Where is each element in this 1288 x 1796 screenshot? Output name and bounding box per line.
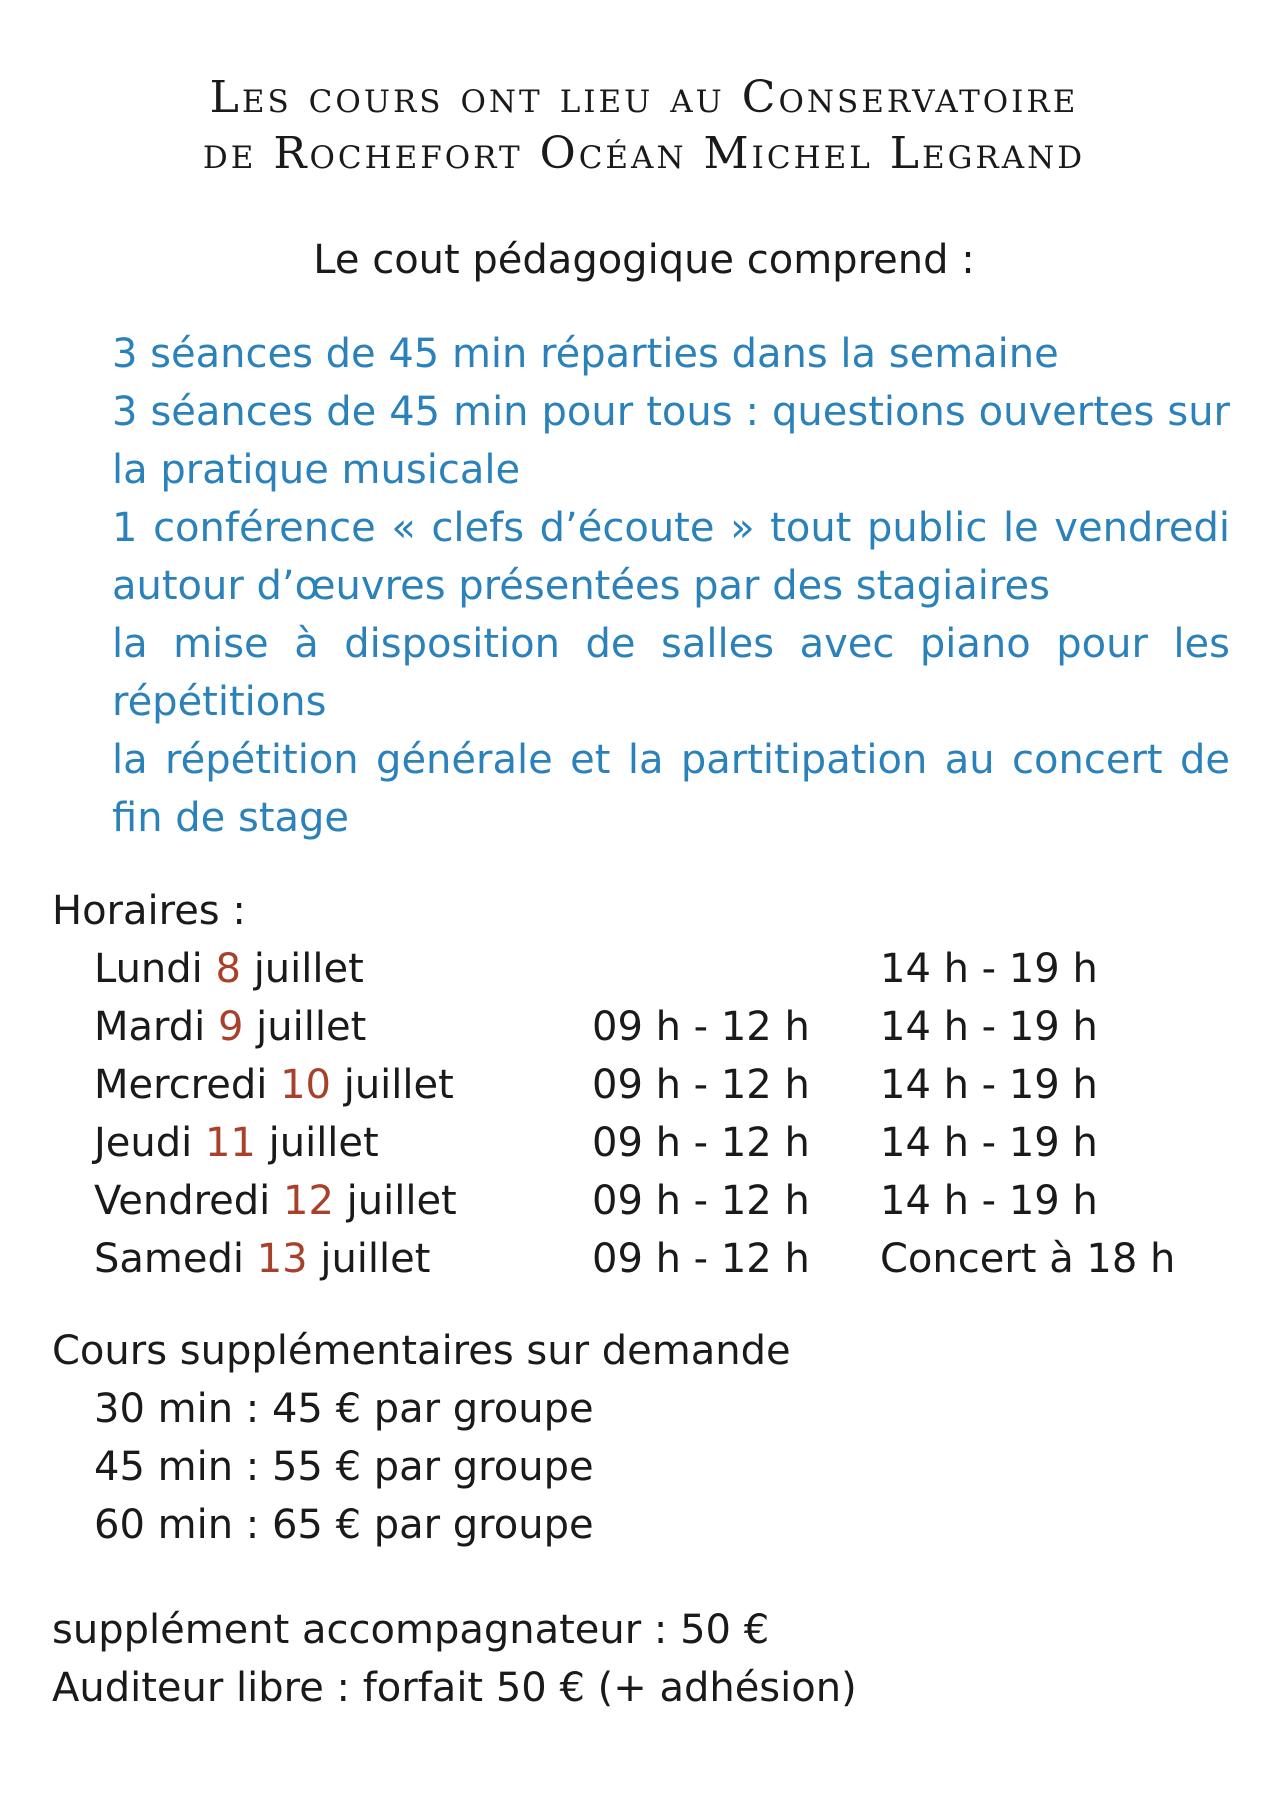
schedule-label: Horaires : bbox=[52, 888, 246, 934]
day-month: juillet bbox=[256, 1004, 367, 1050]
day-name: Samedi bbox=[94, 1236, 244, 1282]
extra-lessons-label: Cours supplémentaires sur demande bbox=[52, 1328, 791, 1374]
afternoon-hours: 14 h - 19 h bbox=[880, 946, 1098, 992]
venue-heading-line-1: Les cours ont lieu au Conservatoire bbox=[209, 72, 1079, 123]
included-item: 3 séances de 45 min pour tous : questions ouvertes sur la pratique musicale bbox=[112, 389, 1230, 493]
included-items-list bbox=[112, 325, 1230, 847]
schedule-section bbox=[52, 882, 1232, 1288]
schedule-day bbox=[94, 1172, 457, 1230]
day-name: Mardi bbox=[94, 1004, 206, 1050]
extra-lesson-price: 45 min : 55 € par groupe bbox=[94, 1444, 594, 1490]
afternoon-hours: 14 h - 19 h bbox=[880, 1062, 1098, 1108]
schedule-row bbox=[52, 1114, 1232, 1172]
day-date: 8 bbox=[215, 946, 241, 992]
afternoon-hours: Concert à 18 h bbox=[880, 1236, 1176, 1282]
morning-hours: 09 h - 12 h bbox=[592, 1062, 810, 1108]
day-month: juillet bbox=[346, 1178, 457, 1224]
morning-hours: 09 h - 12 h bbox=[592, 1004, 810, 1050]
schedule-row bbox=[52, 940, 1232, 998]
schedule-day bbox=[94, 1230, 430, 1288]
schedule-row bbox=[52, 1056, 1232, 1114]
day-month: juillet bbox=[343, 1062, 454, 1108]
morning-hours: 09 h - 12 h bbox=[592, 1178, 810, 1224]
morning-hours: 09 h - 12 h bbox=[592, 1236, 810, 1282]
day-date: 10 bbox=[280, 1062, 331, 1108]
schedule-day bbox=[94, 998, 366, 1056]
schedule-row bbox=[52, 998, 1232, 1056]
day-date: 12 bbox=[283, 1178, 334, 1224]
afternoon-hours: 14 h - 19 h bbox=[880, 1120, 1098, 1166]
included-item: la mise à disposition de salles avec piano pour les répétitions bbox=[112, 621, 1230, 725]
day-date: 9 bbox=[218, 1004, 244, 1050]
venue-heading-line-2: de Rochefort Océan Michel Legrand bbox=[202, 128, 1086, 179]
included-item: 3 séances de 45 min réparties dans la semaine bbox=[112, 331, 1059, 377]
extra-lessons-section bbox=[52, 1322, 791, 1554]
venue-heading bbox=[0, 70, 1288, 182]
included-item: 1 conférence « clefs d’écoute » tout public le vendredi autour d’œuvres présentées par des stagiaires bbox=[112, 505, 1230, 609]
extra-lesson-price: 60 min : 65 € par groupe bbox=[94, 1502, 594, 1548]
schedule-row bbox=[52, 1172, 1232, 1230]
morning-hours: 09 h - 12 h bbox=[592, 1120, 810, 1166]
day-name: Mercredi bbox=[94, 1062, 268, 1108]
day-date: 11 bbox=[204, 1120, 256, 1166]
day-month: juillet bbox=[253, 946, 364, 992]
schedule-day bbox=[94, 1114, 379, 1172]
day-date: 13 bbox=[256, 1236, 308, 1282]
accompanist-fee: supplément accompagnateur : 50 € bbox=[52, 1607, 770, 1653]
schedule-day bbox=[94, 940, 364, 998]
extra-lesson-price: 30 min : 45 € par groupe bbox=[94, 1386, 594, 1432]
day-name: Vendredi bbox=[94, 1178, 271, 1224]
fees-footer bbox=[52, 1601, 857, 1717]
schedule-row bbox=[52, 1230, 1232, 1288]
day-name: Lundi bbox=[94, 946, 203, 992]
day-month: juillet bbox=[320, 1236, 431, 1282]
free-listener-fee: Auditeur libre : forfait 50 € (+ adhésion) bbox=[52, 1665, 857, 1711]
day-month: juillet bbox=[268, 1120, 379, 1166]
included-item: la répétition générale et la partitipation au concert de fin de stage bbox=[112, 737, 1230, 841]
intro-text: Le cout pédagogique comprend : bbox=[313, 237, 975, 283]
afternoon-hours: 14 h - 19 h bbox=[880, 1178, 1098, 1224]
day-name: Jeudi bbox=[94, 1120, 193, 1166]
schedule-day bbox=[94, 1056, 454, 1114]
afternoon-hours: 14 h - 19 h bbox=[880, 1004, 1098, 1050]
